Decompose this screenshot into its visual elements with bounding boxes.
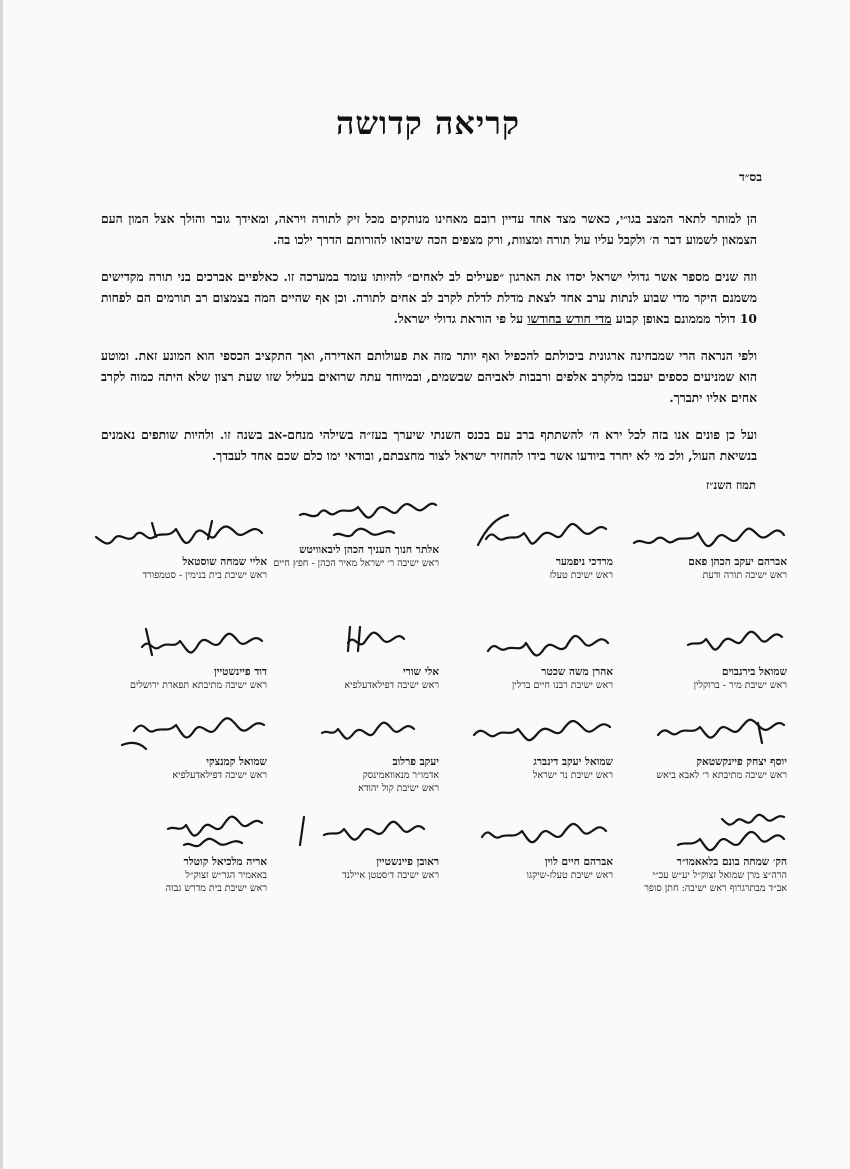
handwritten-signature [438, 615, 613, 665]
handwritten-signature [264, 805, 439, 855]
signature-block [259, 615, 439, 692]
signatory-role-secondary: ראש ישיבת קול יהודא [358, 783, 439, 794]
signatory-name: ראובן פיינשטיין [376, 856, 439, 868]
signature-block [607, 615, 787, 692]
signature-block [87, 705, 267, 782]
signatory-role: ראש ישיבת טעלז-שיקגו [526, 870, 613, 881]
paragraph-text: הן למותר לתאר המצב בגו״י, כאשר מצד אחד עדיין רובם מאחינו מנותקים מכל זיק לתורה ויראה, ומאידך גובר והולך אצל המון העם הצמאון לשמוע דבר ה׳ ולקבל עליו עול תורה ומצוות, ורק מצפים הכה שיבואו להורותם הדרך ילכו בה. [101, 211, 757, 247]
signatory-name: הק׳ שמחה בונם בלאאמו״ר [676, 856, 787, 868]
signature-block [433, 505, 613, 582]
bsd-header: בס״ד [739, 170, 762, 184]
signatory-role: ראש ישיבת נר ישראל [532, 770, 613, 781]
signatory-name: אליי שמחה שוסטאל [182, 556, 267, 568]
signatory-role: באאמיר הגר״ש זצוק״ל [185, 870, 267, 881]
handwritten-signature [92, 505, 267, 555]
handwritten-signature [438, 705, 613, 755]
underlined-phrase: מדי חודש בחודשו [527, 311, 612, 326]
paragraph-text: וזה שנים מספר אשר גדולי ישראל יסדו את הארגון ״פעילים לב לאחים״ להיותו עומד במערכה זו. כאלפיים אברכים בני תורה מקדישים משמנם היקר מדי שבוע לנתות ערב אחד לצאת מדלת לדלת לקרב לב אחים לתורה. וכן אף שהיים המה בצמצום רב תורמים הם לפחות 10 דולר מממונם באופן קבוע [101, 269, 757, 326]
signature-block [87, 805, 267, 895]
signatory-role: ראש ישיבת טעלז [549, 570, 613, 581]
document-title: קריאה קדושה [335, 104, 521, 142]
handwritten-signature [612, 705, 787, 755]
signatory-name: יוסף יצחק פיינקשטאק [696, 756, 787, 768]
signature-block [259, 805, 439, 882]
signature-block [607, 505, 787, 582]
signatory-role: ראש ישיבה מתיבתא ר׳ לאבא ביאש [656, 770, 787, 781]
signatory-role: ראש ישיבה דפילאדעלפיא [344, 680, 439, 691]
signatory-name: יעקב פרלוב [392, 756, 439, 768]
signature-block [433, 705, 613, 782]
paragraph [101, 266, 757, 329]
handwritten-signature [264, 705, 439, 755]
handwritten-signature [438, 505, 613, 555]
signature-block [607, 805, 787, 895]
signatory-name: אברהם חיים לוין [544, 856, 613, 868]
signature-block [607, 705, 787, 782]
signature-block [433, 805, 613, 882]
signature-block [87, 615, 267, 692]
paragraph-text-end: על פי הוראת גדולי ישראל. [393, 311, 524, 326]
handwritten-signature [612, 805, 787, 855]
signature-block [259, 705, 439, 795]
signatory-role: אדמו״ר מנאוואמינסק [362, 770, 439, 781]
signature-block [259, 493, 439, 570]
paragraph [101, 424, 757, 466]
signatory-role-secondary: אב״ד מבתרגרוף ראש ישיבה: חתן סופר [644, 883, 787, 894]
signatory-name: דוד פיינשטיין [213, 666, 267, 678]
paragraph [101, 208, 757, 250]
signatory-name: אלי שורי [402, 666, 439, 678]
signatory-role: ראש ישיבה ד׳סטטן איילנד [342, 870, 439, 881]
signatory-role: ראש ישיבה דפילאדעלפיא [172, 770, 267, 781]
signatory-role: ראש ישיבה ר׳ ישראל מאיר הכהן - חפץ חיים [273, 558, 439, 569]
signatory-role-secondary: ראש ישיבת בית מדרש גבוה [165, 883, 267, 894]
paragraph-text: ועל כן פונים אנו בזה לכל ירא ה׳ להשתתף ברב עם בכנס השנתי שיערך בעז״ה בשילהי מנחם-אב בשנה זו. ולהיות שותפים נאמנים בנשיאת העול, ולכ מי לא יחרד ביודעו אשר בידו להחזיר ישראל לצור מחצבתם, ובודאי ימו כלם שכם אחד לעבדך. [101, 427, 757, 463]
handwritten-signature [438, 805, 613, 855]
signatory-role: ראש ישיבת מיר - ברוקלין [693, 680, 787, 691]
paragraph-text: ולפי הנראה הרי שמבחינה ארגונית ביכולתם להכפיל ואף יותר מזה את פעולותם האדירה, ואך התקציב הכספי הוא המונע זאת. ומוטע הוא שמניעים כספים יעכבו מלקרב אלפים ורבבות לאביהם שבשמים, ובמיוחד עתה שרואים בעליל שזו שעת רצון שלא היתה כמוה לקרב אחים אליו יתברך. [101, 348, 757, 405]
signatory-role: ראש ישיבת רבנו חיים ברלין [511, 680, 613, 691]
paragraph [101, 345, 757, 408]
document-body [101, 208, 757, 482]
signatory-name: אלתר חנוך העניך הכהן ליבאוויטש [299, 544, 439, 556]
document-date: תמוז השנ״ז [705, 478, 756, 492]
handwritten-signature [92, 705, 267, 755]
handwritten-signature [264, 493, 439, 543]
handwritten-signature [92, 615, 267, 665]
signatures-grid [87, 505, 787, 925]
signatory-name: שמואל יעקב דינברג [533, 756, 613, 768]
handwritten-signature [612, 615, 787, 665]
signatory-name: אברהם יעקב הכהן פאם [688, 556, 787, 568]
handwritten-signature [612, 505, 787, 555]
handwritten-signature [92, 805, 267, 855]
signatory-role: ראש ישיבה תורה ודעת [702, 570, 787, 581]
signatory-name: אהרן משה שכטר [541, 666, 613, 678]
signature-block [87, 505, 267, 582]
signatory-role: ראש ישיבה מתיבתא תפארת ירושלים [129, 680, 267, 691]
handwritten-signature [264, 615, 439, 665]
signature-block [433, 615, 613, 692]
signatory-name: שמואל בירנבוים [721, 666, 787, 678]
signatory-role: ראש ישיבת בית בנימין - סטמפורד [142, 570, 267, 581]
signatory-name: שמואל קמנצקי [206, 756, 267, 768]
signatory-role: הרה״צ מרן שמואל זצוק״ל יע״ש עכ״י [652, 870, 787, 881]
signatory-name: אריה מלכיאל קוטלר [183, 856, 267, 868]
signatory-name: מרדכי ניפמער [555, 556, 613, 568]
